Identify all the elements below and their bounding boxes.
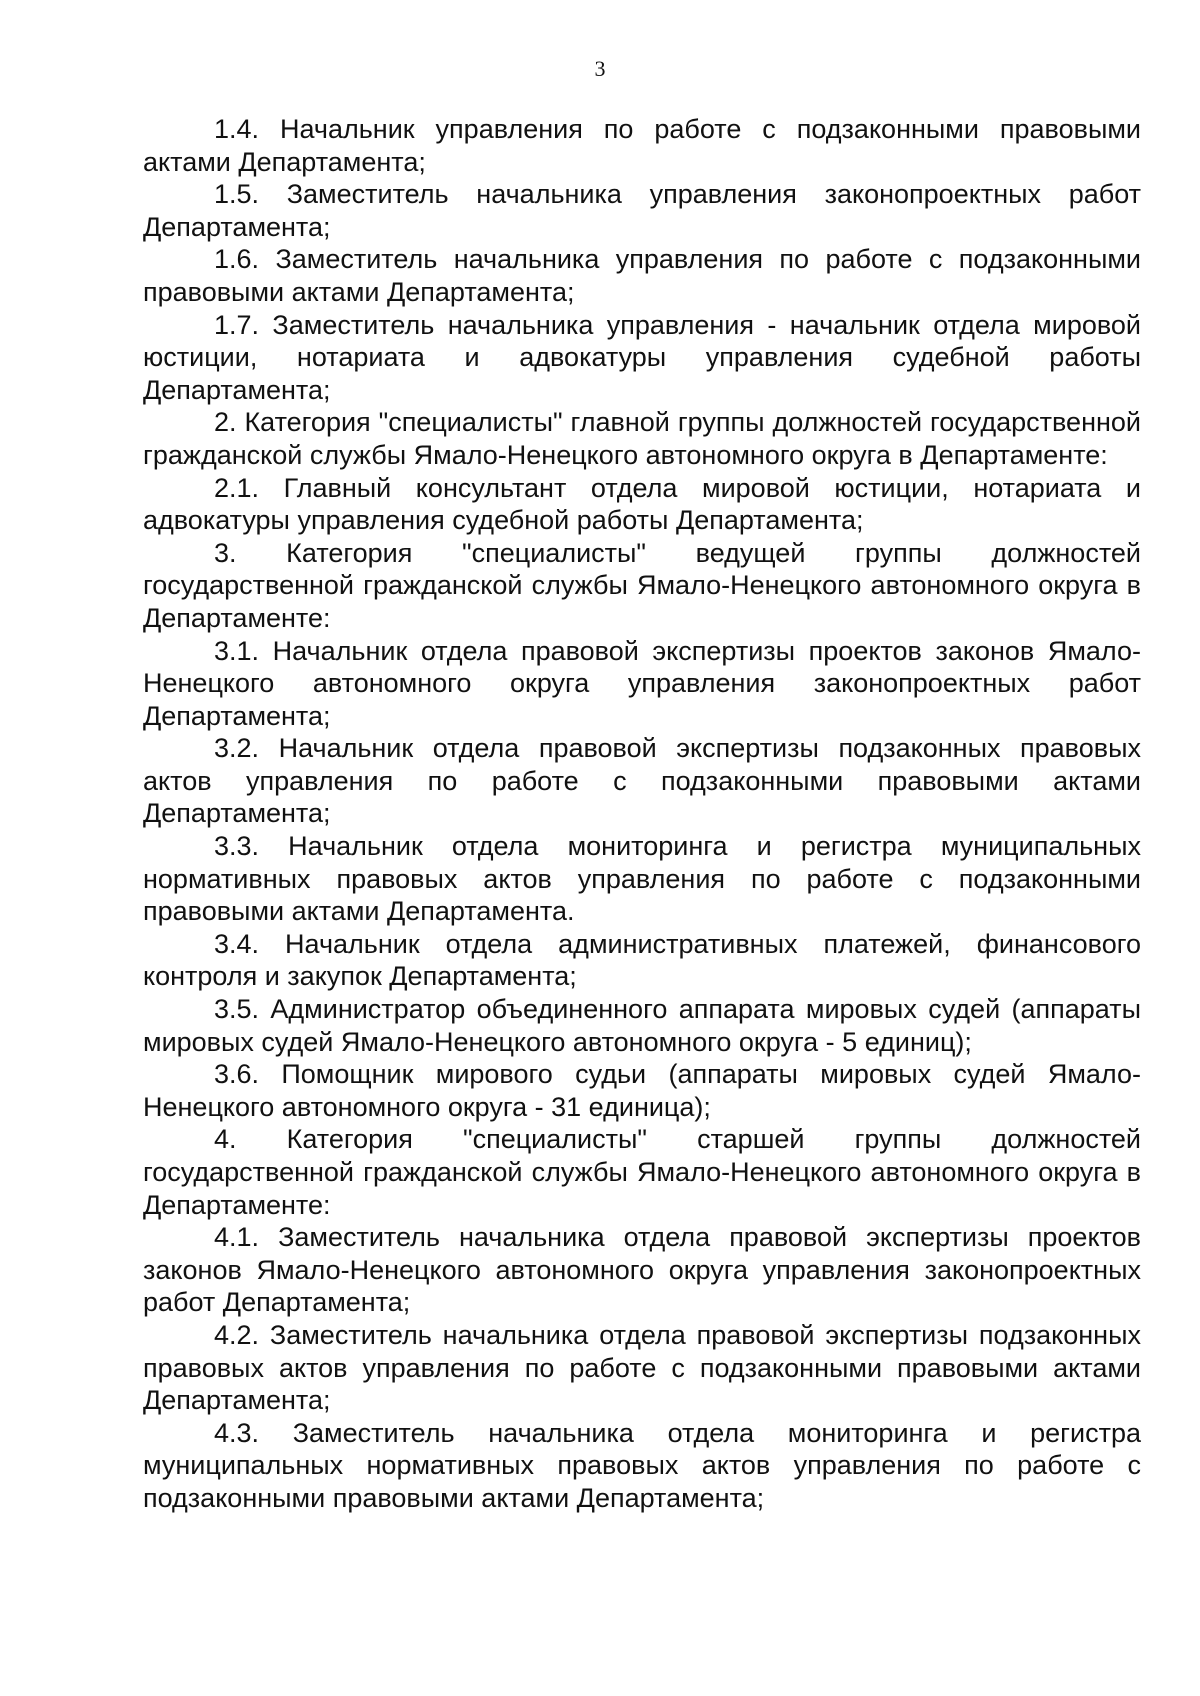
paragraph-4-2: 4.2. Заместитель начальника отдела правовой экспертизы подзаконных правовых актов управления по работе с подзаконными правовыми актами Департамента; (143, 1319, 1141, 1416)
paragraph-3-4: 3.4. Начальник отдела административных платежей, финансового контроля и закупок Департамента; (143, 928, 1141, 992)
page-number: 3 (594, 56, 606, 81)
paragraph-3-2: 3.2. Начальник отдела правовой экспертизы подзаконных правовых актов управления по работе с подзаконными правовыми актами Департамента; (143, 733, 1141, 829)
document-body (143, 113, 1141, 1515)
paragraph-3-3: 3.3. Начальник отдела мониторинга и регистра муниципальных нормативных правовых актов управления по работе с подзаконными правовыми актами Департамента. (143, 831, 1141, 927)
paragraph-3-6: 3.6. Помощник мирового судьи (аппараты мировых судей Ямало-Ненецкого автономного округа - 31 единица); (143, 1059, 1141, 1122)
paragraph-4-1: 4.1. Заместитель начальника отдела правовой экспертизы проектов законов Ямало-Ненецкого автономного округа управления законопроектных работ Департамента; (143, 1222, 1141, 1318)
paragraph-1-5: 1.5. Заместитель начальника управления законопроектных работ Департамента; (143, 179, 1141, 242)
paragraph-4: 4. Категория "специалисты" старшей группы должностей государственной гражданской службы Ямало-Ненецкого автономного округа в Департаменте: (143, 1124, 1141, 1220)
paragraph-3: 3. Категория "специалисты" ведущей группы должностей государственной гражданской службы Ямало-Ненецкого автономного округа в Департаменте: (143, 537, 1141, 633)
paragraph-2: 2. Категория "специалисты" главной группы должностей государственной гражданской службы Ямало-Ненецкого автономного округа в Департаменте: (143, 407, 1141, 470)
paragraph-1-6: 1.6. Заместитель начальника управления по работе с подзаконными правовыми актами Департамента; (143, 244, 1141, 307)
paragraph-3-5: 3.5. Администратор объединенного аппарата мировых судей (аппараты мировых судей Ямало-Ненецкого автономного округа - 5 единиц); (143, 994, 1141, 1057)
paragraph-4-3: 4.3. Заместитель начальника отдела мониторинга и регистра муниципальных нормативных правовых актов управления по работе с подзаконными правовыми актами Департамента; (143, 1417, 1141, 1513)
paragraph-3-1: 3.1. Начальник отдела правовой экспертизы проектов законов Ямало-Ненецкого автономного округа управления законопроектных работ Департамента; (143, 635, 1141, 731)
paragraph-1-4: 1.4. Начальник управления по работе с подзаконными правовыми актами Департамента; (143, 114, 1141, 177)
paragraph-1-7: 1.7. Заместитель начальника управления - начальник отдела мировой юстиции, нотариата и адвокатуры управления судебной работы Департамента; (143, 309, 1141, 405)
paragraph-2-1: 2.1. Главный консультант отдела мировой юстиции, нотариата и адвокатуры управления судебной работы Департамента; (143, 472, 1141, 536)
